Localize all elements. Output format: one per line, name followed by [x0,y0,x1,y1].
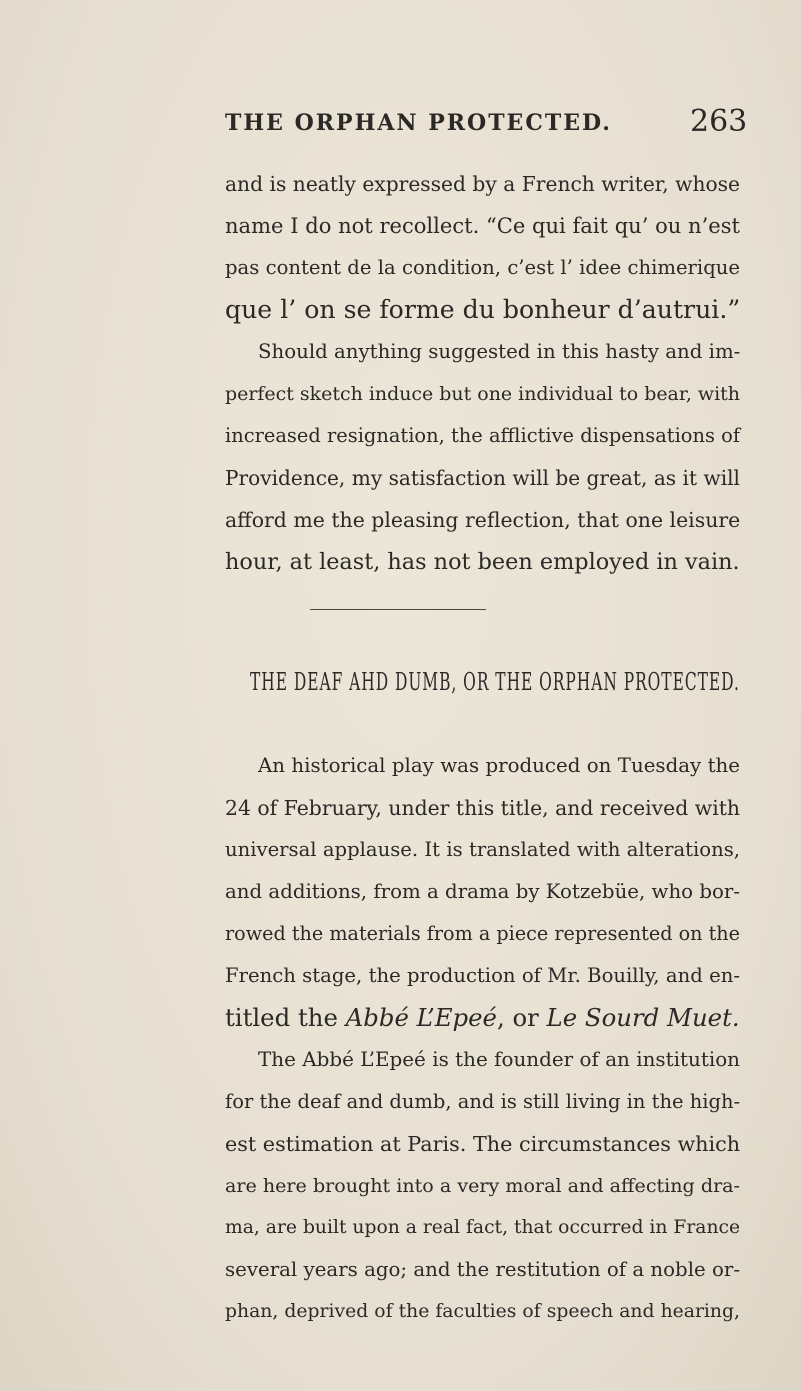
text-line: are here brought into a very moral and affecting dra- [225,1175,740,1197]
text-line: name I do not recollect. “Ce qui fait qu’ ou n’est [225,213,740,238]
text-line: several years ago; and the restitution of a noble or- [225,1258,741,1281]
text-line: and is neatly expressed by a French writer, whose [225,172,740,196]
page-number: 263 [690,104,748,139]
text-line: rowed the materials from a piece represented on the [225,922,740,945]
text-line: French stage, the production of Mr. Bouilly, and en- [225,964,740,987]
italic-title: Abbé L’Epeé [345,1003,497,1032]
text-line: que l’ on se forme du bonheur d’autrui.” [225,295,741,324]
text-line: afford me the pleasing reflection, that one leisure [225,508,741,532]
text-line: Providence, my satisfaction will be great, as it will [225,466,740,490]
text-line: phan, deprived of the faculties of speech and hearing, [225,1301,740,1322]
text-line: perfect sketch induce but one individual to bear, with [225,383,740,405]
text-line: The Abbé L’Epeé is the founder of an institution [258,1048,740,1071]
text-line: increased resignation, the afflictive dispensations of [225,424,740,447]
text-line: for the deaf and dumb, and is still living in the high- [225,1090,741,1113]
text-line: An historical play was produced on Tuesday the [258,754,740,777]
text-line: Should anything suggested in this hasty and im- [258,340,741,363]
text-line: universal applause. It is translated with alterations, [225,838,740,861]
section-divider [310,609,486,610]
page-header [0,104,801,144]
text-line [225,1003,740,1033]
line-mid: , or [496,1003,547,1032]
text-line: hour, at least, has not been employed in vain. [225,549,740,575]
text-line: est estimation at Paris. The circumstances which [225,1132,741,1156]
section-heading: THE DEAF AHD DUMB, OR THE ORPHAN PROTECTED. [250,668,740,696]
running-head: THE ORPHAN PROTECTED. [225,110,612,136]
text-line: 24 of February, under this title, and received with [225,796,740,820]
italic-title: Le Sourd Muet. [546,1003,740,1032]
text-line: and additions, from a drama by Kotzebüe, who bor- [225,880,740,903]
text-line: ma, are built upon a real fact, that occurred in France [225,1217,741,1238]
line-prefix: titled the [225,1003,346,1032]
text-line: pas content de la condition, c’est l’ idee chimerique [225,256,740,279]
